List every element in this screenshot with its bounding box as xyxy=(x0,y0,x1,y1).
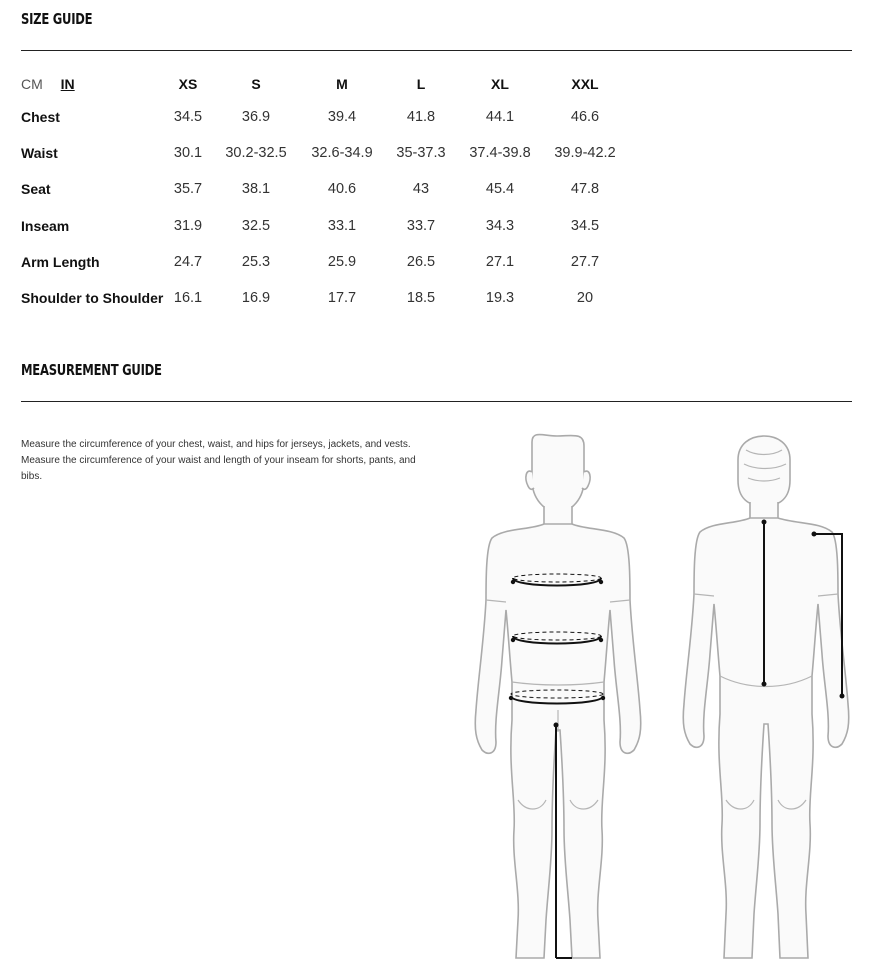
divider xyxy=(21,401,852,402)
measurement-guide-title: MEASUREMENT GUIDE xyxy=(21,361,162,379)
table-cell: 32.6-34.9 xyxy=(311,145,373,161)
front-body-figure xyxy=(475,435,641,959)
table-cell: 26.5 xyxy=(406,254,436,270)
divider xyxy=(21,50,852,51)
table-cell: 46.6 xyxy=(570,109,600,125)
table-cell: 34.3 xyxy=(485,218,515,234)
row-label-inseam: Inseam xyxy=(21,218,70,234)
size-header-l: L xyxy=(416,76,426,92)
table-cell: 40.6 xyxy=(327,181,357,197)
table-cell: 36.9 xyxy=(241,109,271,125)
table-cell: 38.1 xyxy=(241,181,271,197)
table-cell: 27.1 xyxy=(485,254,515,270)
table-cell: 35.7 xyxy=(173,181,203,197)
row-label-seat: Seat xyxy=(21,181,51,197)
table-cell: 39.4 xyxy=(327,109,357,125)
table-cell: 43 xyxy=(412,181,430,197)
size-header-xl: XL xyxy=(491,76,509,92)
size-header-s: S xyxy=(251,76,261,92)
table-cell: 47.8 xyxy=(570,181,600,197)
unit-in-toggle[interactable]: IN xyxy=(60,76,75,92)
row-label-shoulder-to-shoulder: Shoulder to Shoulder xyxy=(21,290,164,306)
table-cell: 32.5 xyxy=(241,218,271,234)
table-cell: 33.7 xyxy=(406,218,436,234)
table-cell: 37.4-39.8 xyxy=(469,145,531,161)
table-cell: 39.9-42.2 xyxy=(554,145,616,161)
table-cell: 16.1 xyxy=(173,290,203,306)
row-label-arm-length: Arm Length xyxy=(21,254,100,270)
size-guide-title: SIZE GUIDE xyxy=(21,10,93,28)
table-cell: 18.5 xyxy=(406,290,436,306)
table-cell: 31.9 xyxy=(173,218,203,234)
table-cell: 30.2-32.5 xyxy=(225,145,287,161)
table-cell: 35-37.3 xyxy=(396,145,446,161)
row-label-chest: Chest xyxy=(21,109,60,125)
table-cell: 45.4 xyxy=(485,181,515,197)
table-cell: 25.3 xyxy=(241,254,271,270)
back-body-figure xyxy=(683,436,849,958)
row-label-waist: Waist xyxy=(21,145,58,161)
table-cell: 34.5 xyxy=(173,109,203,125)
instruction-line: Measure the circumference of your waist and length of your inseam for shorts, pants, and bibs. xyxy=(21,455,416,482)
table-cell: 20 xyxy=(576,290,594,306)
table-cell: 17.7 xyxy=(327,290,357,306)
table-cell: 44.1 xyxy=(485,109,515,125)
table-cell: 16.9 xyxy=(241,290,271,306)
table-cell: 41.8 xyxy=(406,109,436,125)
size-header-xs: XS xyxy=(178,76,198,92)
size-header-xxl: XXL xyxy=(571,76,599,92)
instruction-line: Measure the circumference of your chest, waist, and hips for jerseys, jackets, and vests. xyxy=(21,439,411,450)
unit-toggle[interactable] xyxy=(21,76,75,92)
table-cell: 19.3 xyxy=(485,290,515,306)
table-cell: 33.1 xyxy=(327,218,357,234)
table-cell: 25.9 xyxy=(327,254,357,270)
table-cell: 34.5 xyxy=(570,218,600,234)
size-header-m: M xyxy=(336,76,348,92)
table-cell: 27.7 xyxy=(570,254,600,270)
measurement-figures-illustration xyxy=(460,420,860,970)
measurement-instructions xyxy=(21,437,431,485)
table-cell: 30.1 xyxy=(173,145,203,161)
table-cell: 24.7 xyxy=(173,254,203,270)
unit-cm-toggle[interactable]: CM xyxy=(21,76,43,92)
